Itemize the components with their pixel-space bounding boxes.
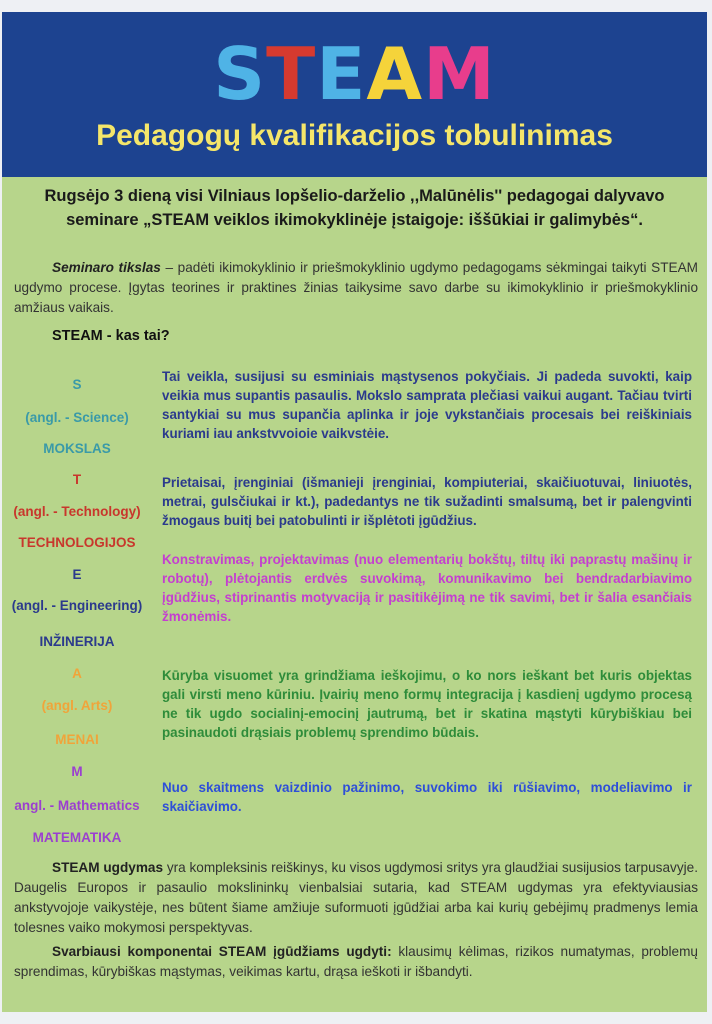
label-e-english: (angl. - Engineering) <box>11 598 143 613</box>
steam-letter-e: E <box>316 32 367 116</box>
label-s-lt: MOKSLAS <box>43 441 111 456</box>
label-s-english: (angl. - Science) <box>25 410 129 425</box>
label-m-lt: MATEMATIKA <box>32 830 122 845</box>
label-e-letter: E <box>72 567 82 582</box>
ugdymas-paragraph <box>14 858 698 938</box>
steam-title <box>2 34 707 114</box>
label-s-letter: S <box>72 377 82 392</box>
label-t-letter: T <box>72 472 82 487</box>
intro-text: Rugsėjo 3 dieną visi Vilniaus lopšelio-darželio ,,Malūnėlis'' pedagogai dalyvavo seminare „STEAM veiklos ikimokyklinėje įstaigoje: iššūkiai ir galimybės“. <box>44 187 665 229</box>
poster <box>2 12 707 1012</box>
components-text: klausimų kėlimas, rizikos numatymas, problemų sprendimas, kūrybiškas mąstymas, veikimas kartu, drąsa ieškoti ir išbandyti. <box>14 944 698 979</box>
steam-letter-a: A <box>366 32 424 116</box>
label-a-lt: MENAI <box>55 732 99 747</box>
what-heading: STEAM - kas tai? <box>52 328 170 344</box>
steam-letter-m: M <box>423 32 496 116</box>
label-m-letter: M <box>71 764 83 779</box>
label-m-english: angl. - Mathematics <box>14 798 140 813</box>
desc-science: Tai veikla, susijusi su esminiais mąstysenos pokyčiais. Ji padeda suvokti, kaip veikia mus supantis pasaulis. Mokslo samprata plečiasi vaikui augant. Tačiau tvirti santykiai su mus supančia aplinka ir joje vykstančiais procesais bei reiškiniais kuriami iau ankstvvoioie vaikvstėie. <box>162 369 692 441</box>
desc-mathematics: Nuo skaitmens vaizdinio pažinimo, suvokimo iki rūšiavimo, modeliavimo ir skaičiavimo. <box>162 780 692 814</box>
components-lead: Svarbiausi komponentai STEAM įgūdžiams ugdyti: <box>52 944 392 959</box>
goal-text: – padėti ikimokyklinio ir priešmokyklinio ugdymo pedagogams sėkmingai taikyti STEAM ugdymo procese. Įgytas teorines ir praktines žinias taikysime savo darbe su ikimokyklinio ir priešmokyklinio amžiaus vaikais. <box>14 260 698 315</box>
ugdymas-text: yra kompleksinis reiškinys, ku visos ugdymosi sritys yra glaudžiai susijusios tarpusavyje. Daugelis Europos ir pasaulio mokslininkų vienbalsiai sutaria, kad STEAM ugdymas yra efektyviausias ankstyvojoje vaikystėje, nes būtent šiame amžiuje suformuoti įgūdžiai arba kai kurių gebėjimų pradmenys lemia tolesnes vaiko mokymosi perspektyvas. <box>14 860 698 935</box>
desc-engineering: Konstravimas, projektavimas (nuo elementarių bokštų, tiltų iki paprastų mašinų ir robotų), plėtojantis erdvės suvokimą, komunikavimo bei bendradarbiavimo įgūdžius, stiprinantis motyvaciją ir pasitikėjimą ne tik savimi, bet ir šalia esančiais žmonėmis. <box>162 552 692 624</box>
steam-letter-s: S <box>213 32 267 116</box>
title-banner <box>2 12 707 177</box>
components-paragraph <box>14 942 698 982</box>
ugdymas-lead: STEAM ugdymas <box>52 860 164 875</box>
desc-technology: Prietaisai, įrenginiai (išmanieji įrenginiai, kompiuteriai, skaičiuotuvai, liniuotės, metrai, gulsčiukai ir kt.), padedantys ne tik sužadinti smalsumą, bet ir palengvinti žmogaus buitį bei patobulinti ir išplėtoti įgūdžius. <box>162 475 692 528</box>
label-a-english: (angl. Arts) <box>41 698 113 713</box>
subtitle: Pedagogų kvalifikacijos tobulinimas <box>96 119 613 152</box>
goal-paragraph <box>14 258 698 318</box>
label-a-letter: A <box>72 666 82 681</box>
label-t-english: (angl. - Technology) <box>13 504 141 519</box>
label-e-lt: INŽINERIJA <box>39 634 115 649</box>
desc-arts: Kūryba visuomet yra grindžiama ieškojimu, o ko nors ieškant bet kuris objektas gali virsti meno kūriniu. Įvairių meno formų integracija į kasdienį ugdymo procesą ne tik ugdo socialinį-emocinį jautrumą, bet ir skatina mąstyti kūrybiškiau bei pasinaudoti drąsiais problemų sprendimo būdais. <box>162 668 692 740</box>
label-t-lt: TECHNOLOGIJOS <box>18 535 136 550</box>
goal-lead: Seminaro tikslas <box>52 260 161 275</box>
steam-letter-t: T <box>266 32 317 116</box>
